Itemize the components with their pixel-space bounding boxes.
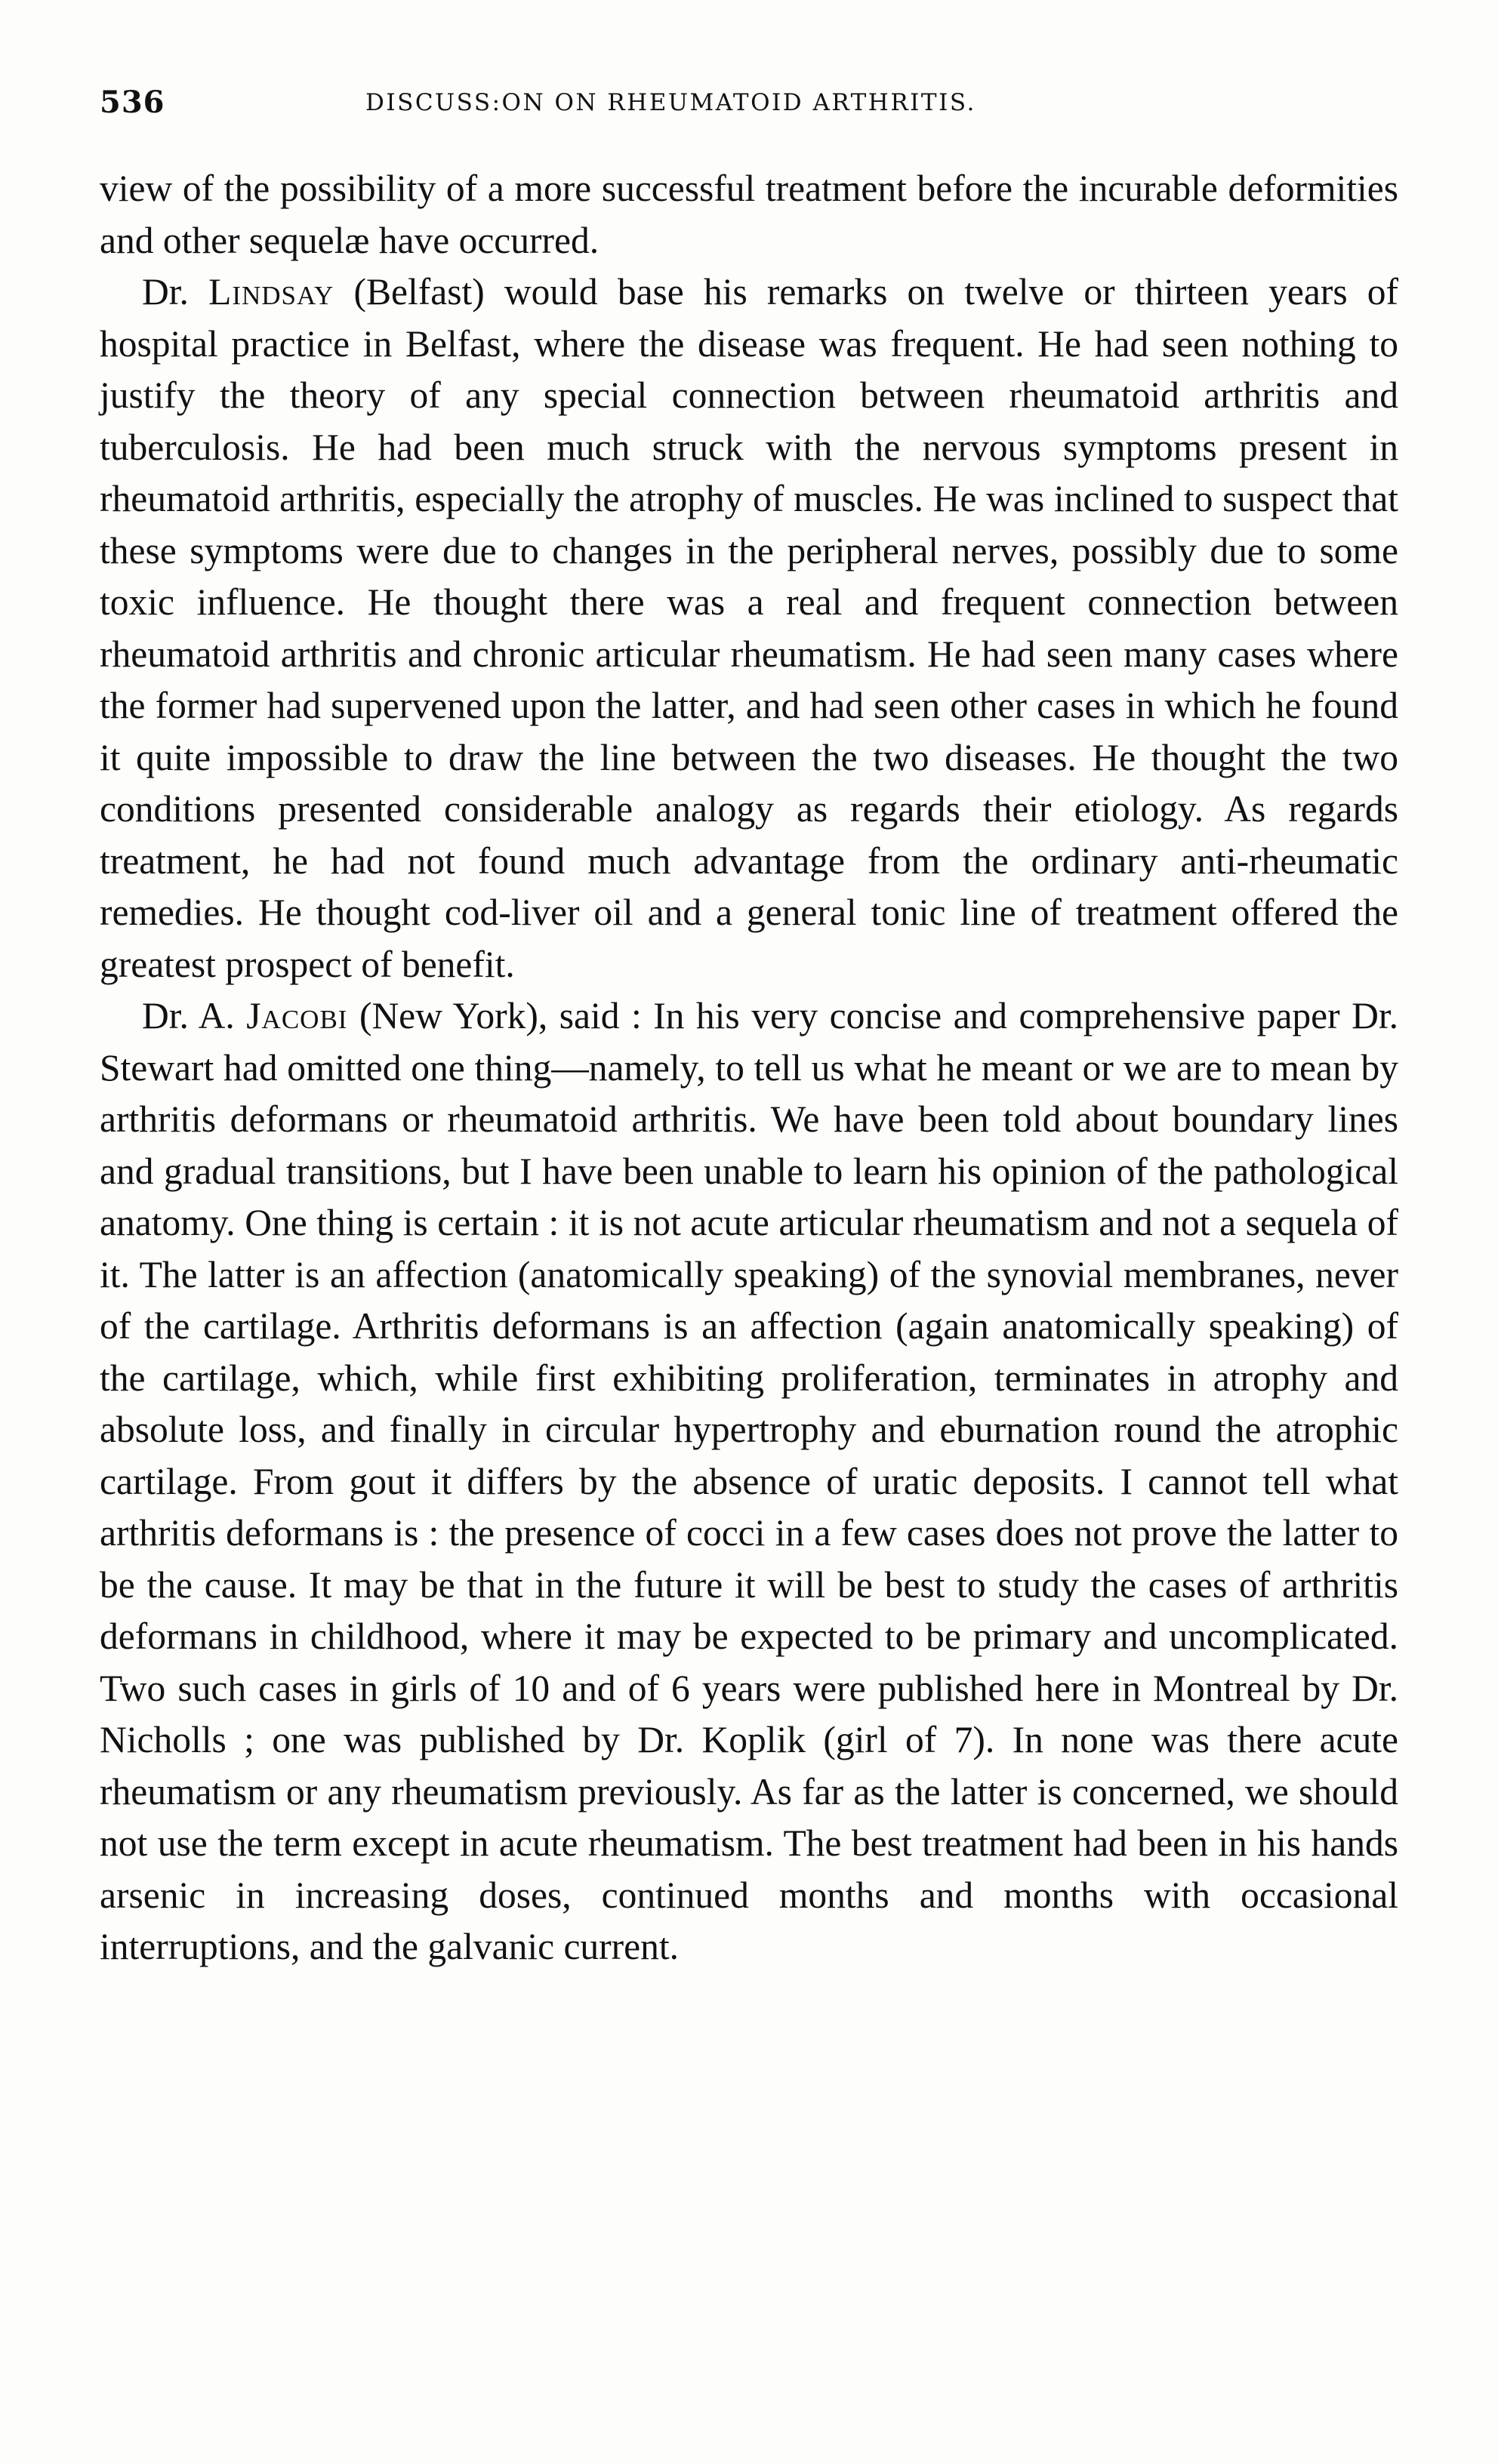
paragraph-text: (New York), said : In his very concise and comprehensive paper Dr. Stewart had omitted one thing—namely, to tell us what he meant or we are to mean by arthritis deformans or rheumatoid arthritis. We have been told about boundary lines and gradual transitions, but I have been unable to learn his opinion of the pathological anatomy. One thing is certain : it is not acute articular rheumatism and not a sequela of it. The latter is an affection (anatomically speaking) of the synovial membranes, never of the cartilage. Arthritis deformans is an affection (again anatomically speaking) of the cartilage, which, while first exhibiting proliferation, terminates in atrophy and absolute loss, and finally in circular hypertrophy and eburnation round the atrophic cartilage. From gout it differs by the absence of uratic deposits. I cannot tell what arthritis deformans is : the presence of cocci in a few cases does not prove the latter to be the cause. It may be that in the future it will be best to study the cases of arthritis deformans in childhood, where it may be expected to be primary and uncomplicated. Two such cases in girls of 10 and of 6 years were published here in Montreal by Dr. Nicholls ; one was published by Dr. Koplik (girl of 7). In none was there acute rheumatism or any rheumatism previously. As far as the latter is concerned, we should not use the term except in acute rheumatism. The best treatment had been in his hands arsenic in increasing doses, continued months and months with occasional interruptions, and the galvanic current. [100,995,1398,1967]
body-text [100,163,1398,1973]
paragraph-text: view of the possibility of a more successful treatment before the incurable deformities and other sequelæ have occurred. [100,168,1398,261]
page-number: 536 [100,85,165,120]
paragraph-jacobi [100,990,1398,1973]
paragraph-continuation [100,163,1398,266]
speaker-prefix: Dr. A. [142,995,247,1036]
speaker-name: Jacobi [246,995,348,1036]
paragraph-text: (Belfast) would base his remarks on twelve or thirteen years of hospital practice in Belfast, where the disease was frequent. He had seen nothing to justify the theory of any special connection between rheumatoid arthritis and tuberculosis. He had been much struck with the nervous symptoms present in rheumatoid arthritis, especially the atrophy of muscles. He was inclined to suspect that these symptoms were due to changes in the peripheral nerves, possibly due to some toxic influence. He thought there was a real and frequent connection between rheumatoid arthritis and chronic articular rheumatism. He had seen many cases where the former had supervened upon the latter, and had seen other cases in which he found it quite impossible to draw the line between the two diseases. He thought the two conditions presented considerable analogy as regards their etiology. As regards treatment, he had not found much advantage from the ordinary anti-rheumatic remedies. He thought cod-liver oil and a general tonic line of treatment offered the greatest prospect of benefit. [100,271,1399,985]
speaker-name: Lindsay [208,271,334,313]
paragraph-lindsay [100,266,1398,990]
running-head: DISCUSS:ON ON RHEUMATOID ARTHRITIS. [365,89,976,116]
speaker-prefix: Dr. [142,271,209,313]
page-header [100,85,1398,130]
